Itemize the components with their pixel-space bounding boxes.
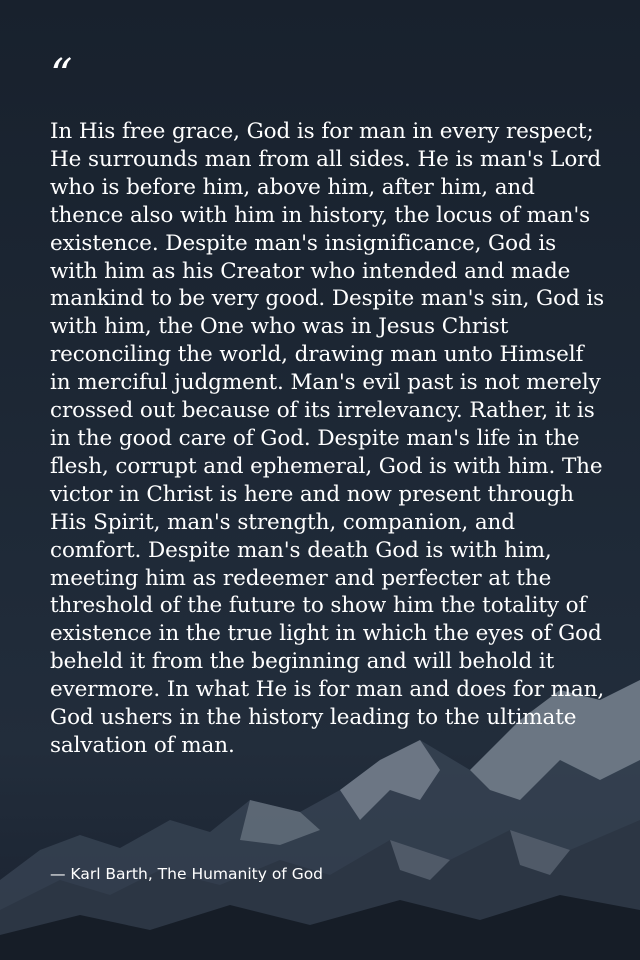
quote-attribution: — Karl Barth, The Humanity of God xyxy=(50,865,324,883)
quote-mark-icon: “ xyxy=(50,50,73,101)
quote-text: In His free grace, God is for man in every respect; He surrounds man from all sides. He is man's Lord who is before him, above him, after him, and thence also with him in history, the locus of man's existence. Despite man's insignificance, God is with him as his Creator who intended and made mankind to be very good. Despite man's sin, God is with him, the One who was in Jesus Christ reconciling the world, drawing man unto Himself in merciful judgment. Man's evil past is not merely crossed out because of its irrelevancy. Rather, it is in the good care of God. Despite man's life in the flesh, corrupt and ephemeral, God is with him. The victor in Christ is here and now present through His Spirit, man's strength, companion, and comfort. Despite man's death God is with him, meeting him as redeemer and perfecter at the threshold of the future to show him the totality of existence in the true light in which the eyes of God beheld it from the beginning and will behold it evermore. In what He is for man and does for man, God ushers in the history leading to the ultimate salvation of man. xyxy=(50,119,605,758)
